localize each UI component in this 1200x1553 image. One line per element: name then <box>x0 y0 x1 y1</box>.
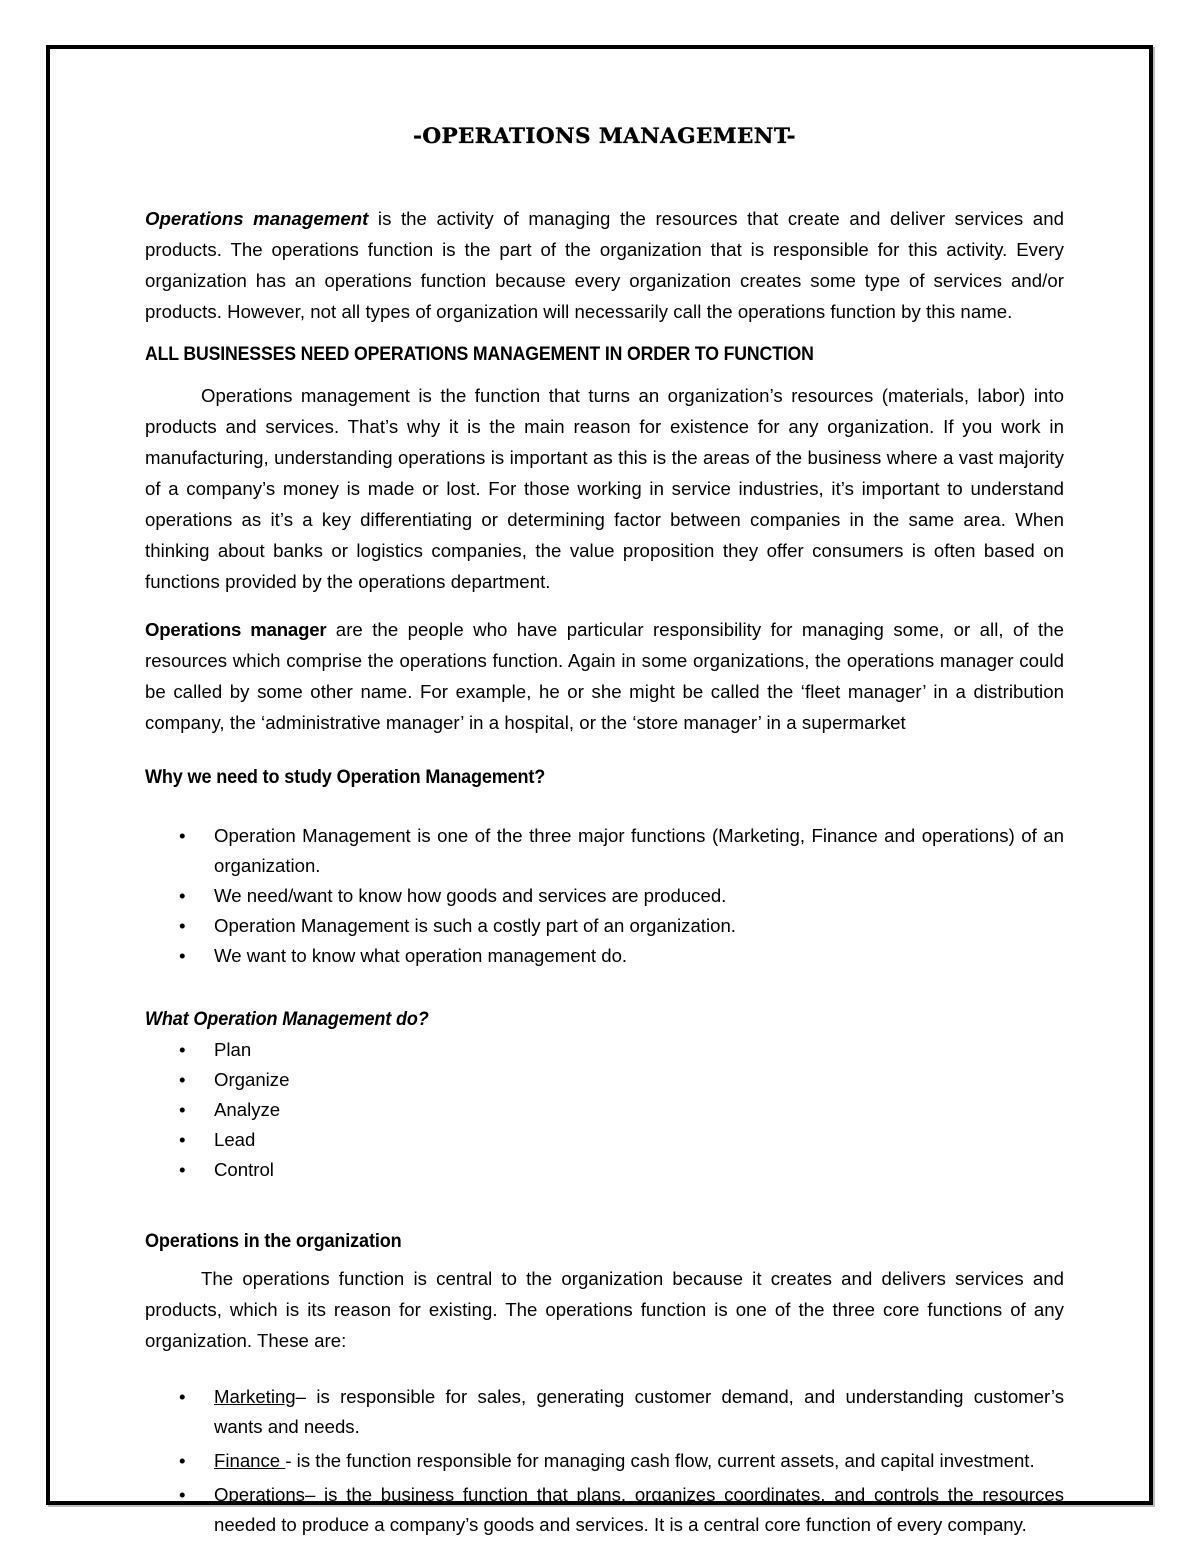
operations-manager-lead-term: Operations manager <box>145 619 327 640</box>
page-border-frame <box>46 45 1153 1535</box>
why-study-bullet-list <box>145 821 1064 971</box>
heading-all-businesses: ALL BUSINESSES NEED OPERATIONS MANAGEMENT IN ORDER TO FUNCTION <box>145 344 814 365</box>
list-item: • Lead <box>145 1125 1064 1155</box>
core-function-description: – is responsible for sales, generating customer demand, and understanding customer’s wants and needs. <box>214 1386 1064 1437</box>
spacer <box>145 799 1064 821</box>
core-function-term: Marketing <box>214 1386 296 1407</box>
operations-manager-text: are the people who have particular responsibility for managing some, or all, of the resources which comprise the operations function. Again in some organizations, the operations manager could be called by some other name. For example, he or she might be called the ‘fleet manager’ in a distribution company, the ‘administrative manager’ in a hospital, or the ‘store manager’ in a supermarket <box>145 619 1064 733</box>
list-item <box>145 1480 1064 1540</box>
intro-paragraph <box>145 203 1064 327</box>
paragraph-operations-in-organization: The operations function is central to the organization because it creates and delivers services and products, which is its reason for existing. The operations function is one of the three core functions of any organization. These are: <box>145 1268 1064 1351</box>
spacer <box>145 1185 1064 1231</box>
heading-operations-in-the-organization: Operations in the organization <box>145 1231 402 1252</box>
list-item: • We need/want to know how goods and services are produced. <box>145 881 1064 911</box>
list-item <box>145 1446 1064 1476</box>
list-item: • Plan <box>145 1035 1064 1065</box>
core-function-description: - is the function responsible for managing cash flow, current assets, and capital investment. <box>285 1450 1035 1471</box>
heading-why-we-need-to-study: Why we need to study Operation Management? <box>145 767 546 788</box>
core-function-term: Finance <box>214 1450 286 1471</box>
paragraph-operations-manager <box>145 614 1064 738</box>
core-function-term: Operations <box>214 1484 305 1505</box>
heading-what-operation-management-do: What Operation Management do? <box>145 1009 429 1030</box>
paragraph-om-function: Operations management is the function that turns an organization’s resources (materials, labor) into products and services. That’s why it is the main reason for existence for any organization. If you work in manufacturing, understanding operations is important as this is the areas of the business where a vast majority of a company’s money is made or lost. For those working in service industries, it’s important to understand operations as it’s a key differentiating or determining factor between companies in the same area. When thinking about banks or logistics companies, the value proposition they offer consumers is often based on functions provided by the operations department. <box>145 385 1064 592</box>
list-item: • Operation Management is such a costly part of an organization. <box>145 911 1064 941</box>
what-om-do-bullet-list <box>145 1035 1064 1185</box>
core-functions-list <box>145 1382 1064 1540</box>
list-item: • We want to know what operation management do. <box>145 941 1064 971</box>
document-content <box>145 124 1064 1540</box>
document-title: -OPERATIONS MANAGEMENT- <box>413 124 796 149</box>
intro-paragraph-text: is the activity of managing the resources that create and deliver services and products. The operations function is the part of the organization that is responsible for this activity. Every organization has an operations function because every organization creates some type of services and/or products. However, not all types of organization will necessarily call the operations function by this name. <box>145 208 1064 322</box>
core-function-description: – is the business function that plans, organizes coordinates, and controls the resources needed to produce a company’s goods and services. It is a central core function of every company. <box>214 1484 1064 1535</box>
list-item: • Analyze <box>145 1095 1064 1125</box>
list-item: • Operation Management is one of the three major functions (Marketing, Finance and operations) of an organization. <box>145 821 1064 881</box>
spacer <box>145 971 1064 1009</box>
intro-lead-term: Operations management <box>145 208 369 229</box>
list-item <box>145 1382 1064 1442</box>
list-item: • Organize <box>145 1065 1064 1095</box>
list-item: • Control <box>145 1155 1064 1185</box>
spacer <box>145 755 1064 767</box>
spacer <box>145 1370 1064 1382</box>
